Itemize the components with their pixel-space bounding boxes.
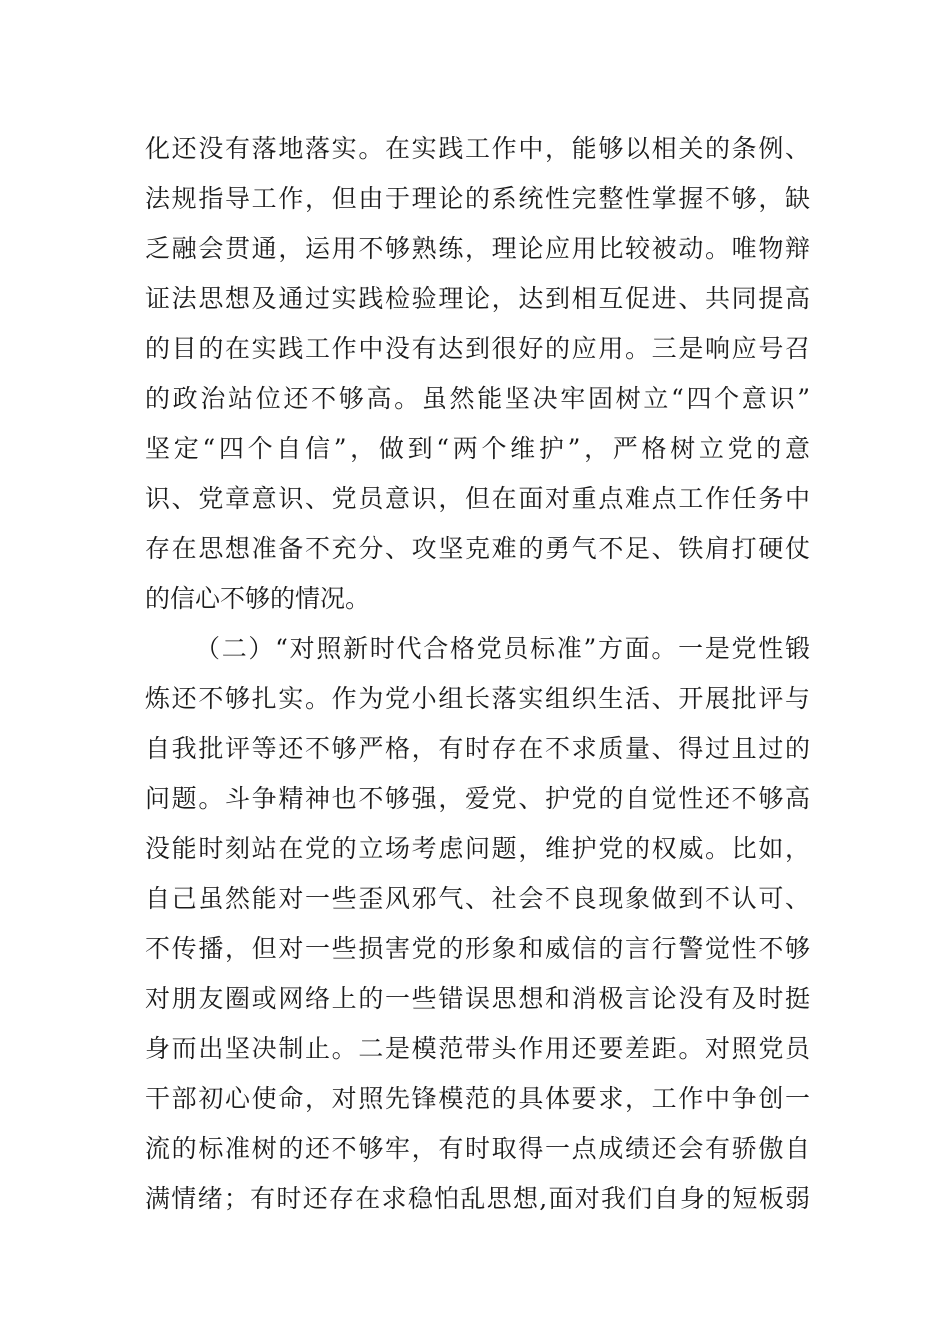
text-line: 坚定“四个自信”，做到“两个维护”，严格树立党的意 (145, 434, 810, 463)
text-line: 存在思想准备不充分、攻坚克难的勇气不足、铁肩打硬仗 (145, 534, 810, 563)
text-line: 没能时刻站在党的立场考虑问题，维护党的权威。比如， (145, 834, 810, 863)
text-line: 自我批评等还不够严格，有时存在不求质量、得过且过的 (145, 734, 810, 763)
document-body (145, 124, 810, 1224)
text-line: 不传播，但对一些损害党的形象和威信的言行警觉性不够 (145, 934, 810, 963)
text-line: 识、党章意识、党员意识，但在面对重点难点工作任务中 (145, 484, 810, 513)
text-line: 满情绪；有时还存在求稳怕乱思想,面对我们自身的短板弱 (145, 1184, 810, 1213)
text-line: 证法思想及通过实践检验理论，达到相互促进、共同提高 (145, 284, 810, 313)
text-line: 自己虽然能对一些歪风邪气、社会不良现象做到不认可、 (145, 884, 810, 913)
text-line: 对朋友圈或网络上的一些错误思想和消极言论没有及时挺 (145, 984, 810, 1013)
text-line: 乏融会贯通，运用不够熟练，理论应用比较被动。唯物辩 (145, 234, 810, 263)
text-line: 的目的在实践工作中没有达到很好的应用。三是响应号召 (145, 334, 810, 363)
text-line: 炼还不够扎实。作为党小组长落实组织生活、开展批评与 (145, 684, 810, 713)
text-line: 身而出坚决制止。二是模范带头作用还要差距。对照党员 (145, 1034, 810, 1063)
text-line: 法规指导工作，但由于理论的系统性完整性掌握不够，缺 (145, 184, 810, 213)
text-line: 问题。斗争精神也不够强，爱党、护党的自觉性还不够高 (145, 784, 810, 813)
text-line: 干部初心使命，对照先锋模范的具体要求，工作中争创一 (145, 1084, 810, 1113)
section-heading-line: （二）“对照新时代合格党员标准”方面。一是党性锻 (195, 634, 810, 663)
text-line: 流的标准树的还不够牢，有时取得一点成绩还会有骄傲自 (145, 1134, 810, 1163)
text-line: 的政治站位还不够高。虽然能坚决牢固树立“四个意识” (145, 384, 810, 413)
paragraph-end-line: 的信心不够的情况。 (145, 584, 371, 613)
text-line: 化还没有落地落实。在实践工作中，能够以相关的条例、 (145, 134, 810, 163)
